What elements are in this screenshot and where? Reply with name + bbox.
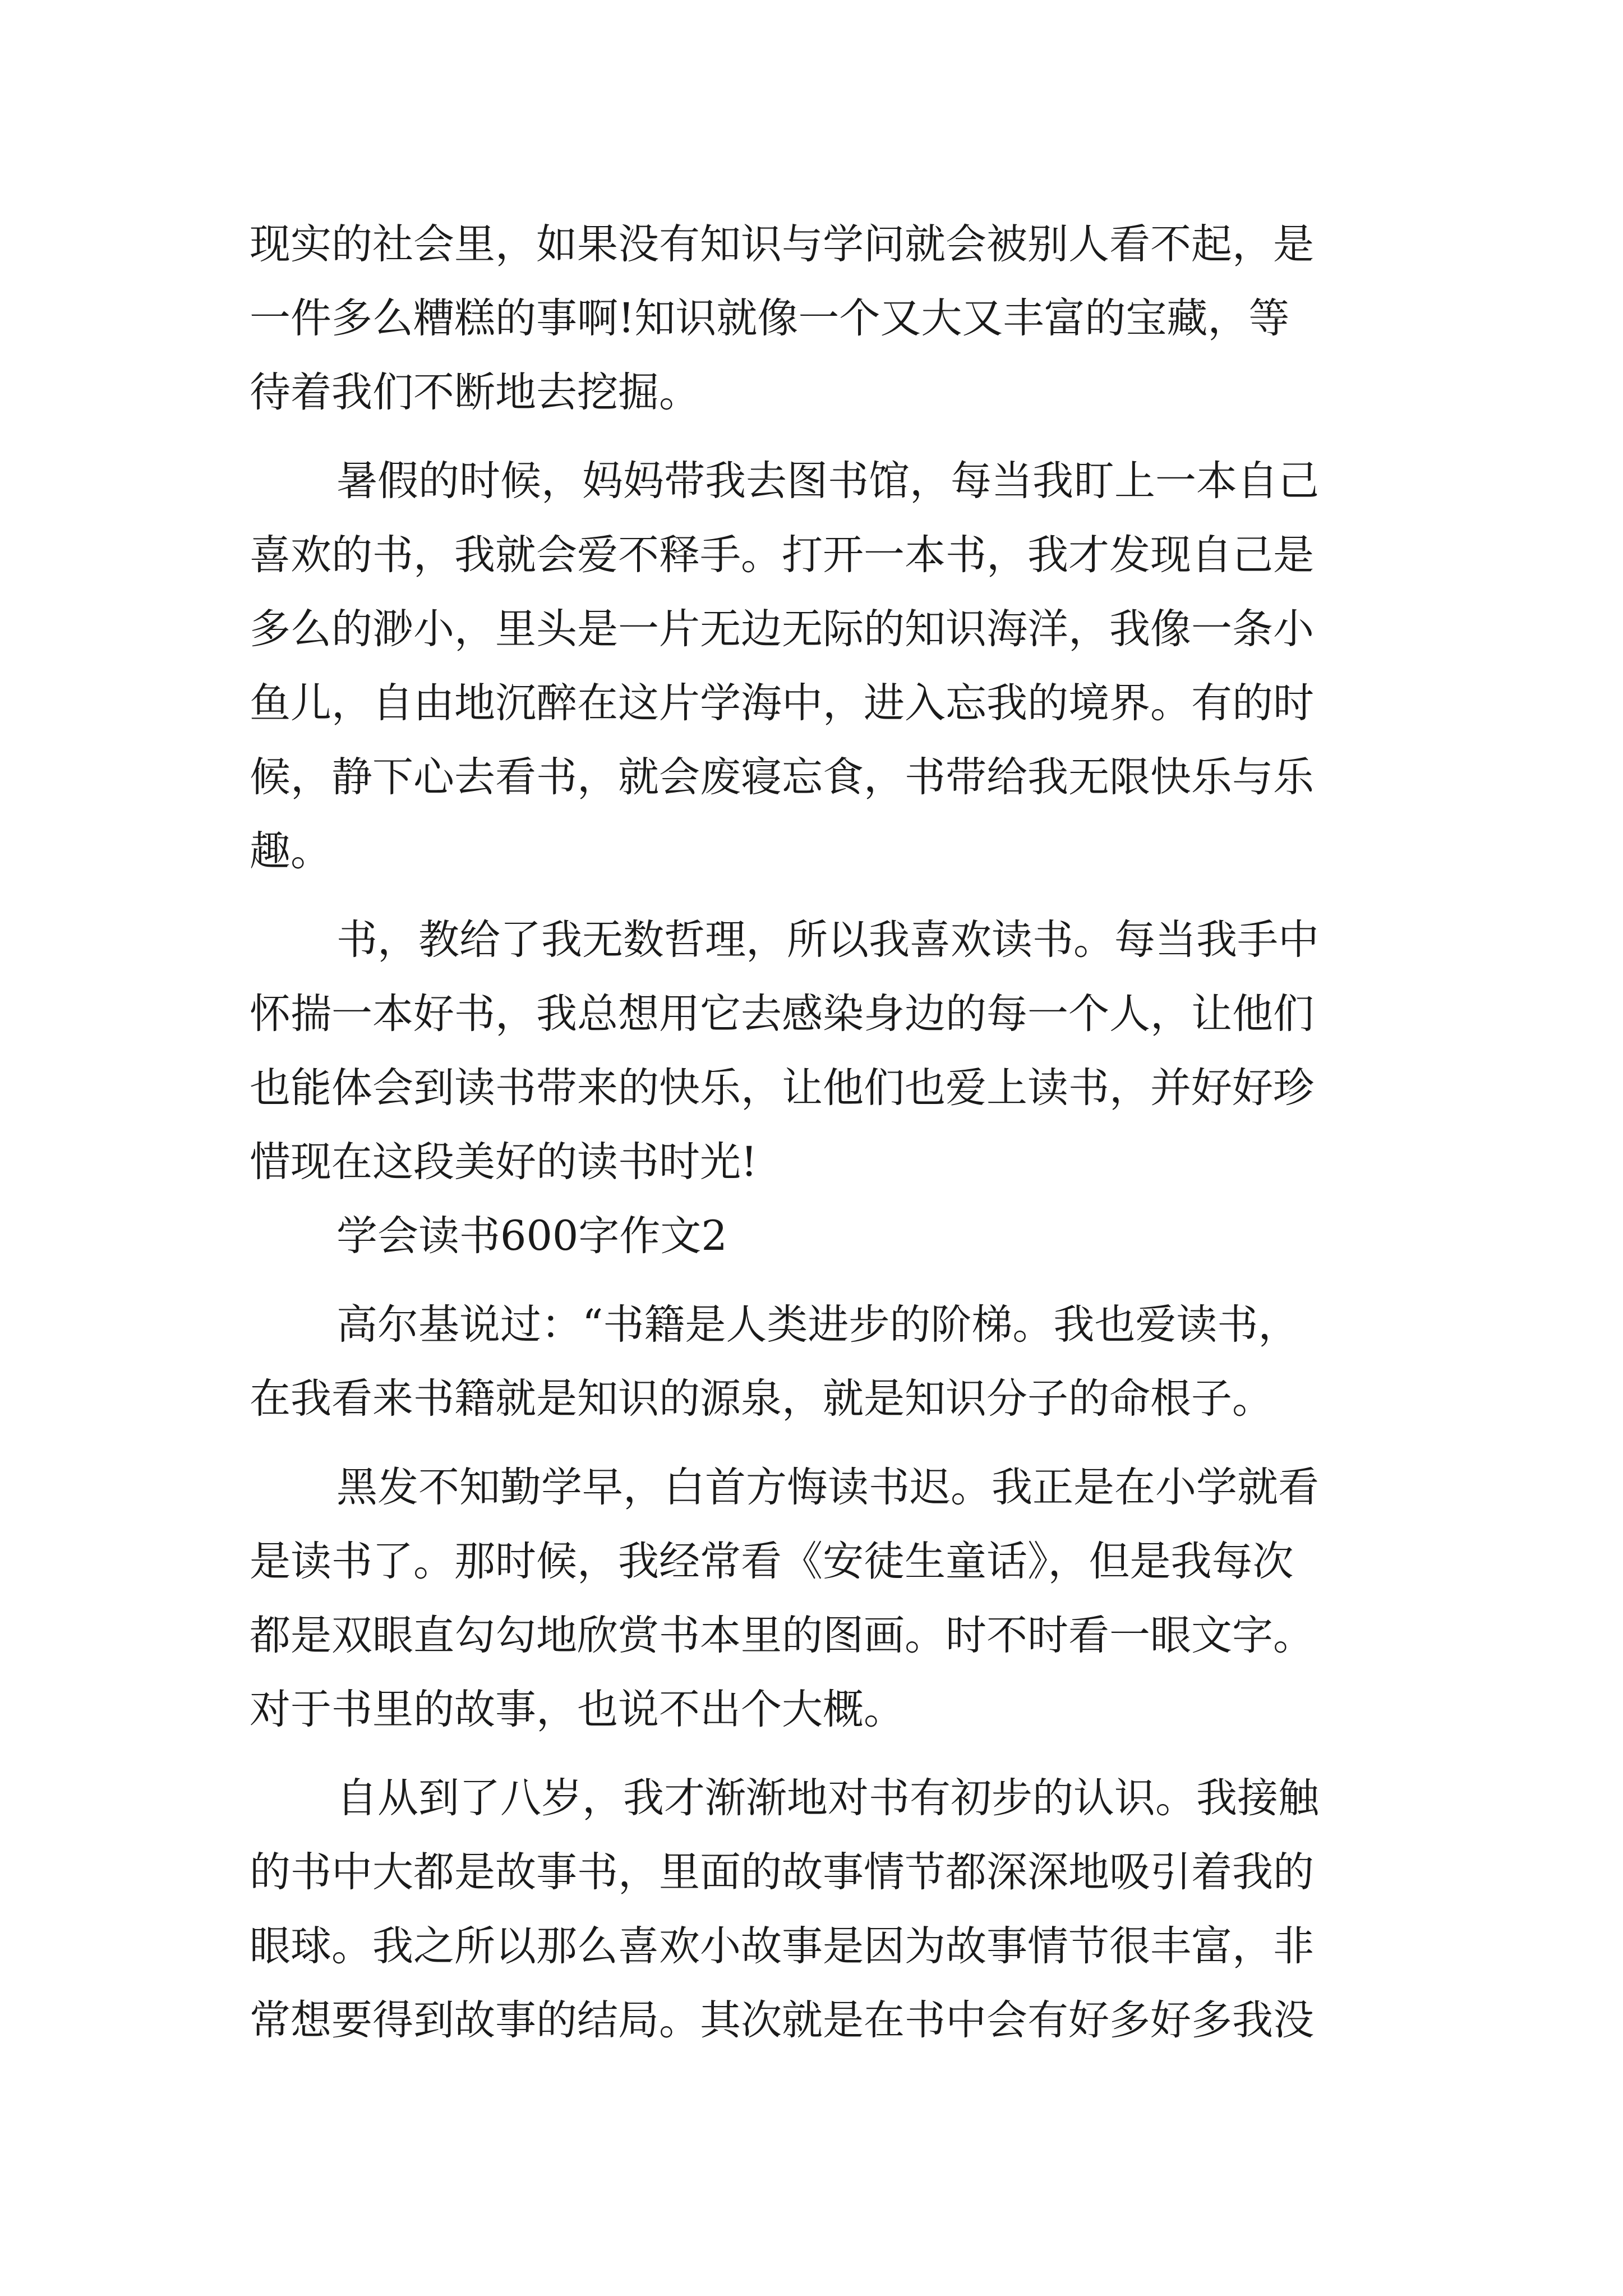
paragraph-start-line: 高尔基说过：“书籍是人类进步的阶梯。我也爱读书， xyxy=(336,1301,1299,1349)
document-page xyxy=(250,208,1377,2058)
text-line: 的书中大都是故事书，里面的故事情节都深深地吸引着我的 xyxy=(250,1848,1314,1896)
text-line: 候，静下心去看书，就会废寝忘食，书带给我无限快乐与乐 xyxy=(250,753,1314,801)
text-line: 对于书里的故事，也说不出个大概。 xyxy=(250,1686,905,1733)
text-line: 趣。 xyxy=(250,827,331,875)
paragraph-start-line: 自从到了八岁，我才渐渐地对书有初步的认识。我接触 xyxy=(336,1774,1319,1822)
text-line: 怀揣一本好书，我总想用它去感染身边的每一个人，让他们 xyxy=(250,990,1314,1038)
paragraph-start-line: 书，教给了我无数哲理，所以我喜欢读书。每当我手中 xyxy=(336,916,1319,964)
text-line: 待着我们不断地去挖掘。 xyxy=(250,369,700,416)
section-title: 学会读书600字作文2 xyxy=(336,1212,727,1260)
text-line: 都是双眼直勾勾地欣赏书本里的图画。时不时看一眼文字。 xyxy=(250,1612,1314,1659)
text-line: 常想要得到故事的结局。其次就是在书中会有好多好多我没 xyxy=(250,1996,1314,2044)
text-line: 鱼儿，自由地沉醉在这片学海中，进入忘我的境界。有的时 xyxy=(250,679,1314,727)
text-line: 是读书了。那时候，我经常看《安徒生童话》，但是我每次 xyxy=(250,1538,1294,1585)
text-line: 眼球。我之所以那么喜欢小故事是因为故事情节很丰富，非 xyxy=(250,1922,1314,1970)
text-line: 一件多么糟糕的事啊!知识就像一个又大又丰富的宝藏，等 xyxy=(250,295,1290,342)
paragraph-start-line: 暑假的时候，妈妈带我去图书馆，每当我盯上一本自己 xyxy=(336,457,1319,505)
text-line: 也能体会到读书带来的快乐，让他们也爱上读书，并好好珍 xyxy=(250,1064,1314,1112)
text-line: 现实的社会里，如果没有知识与学问就会被别人看不起，是 xyxy=(250,220,1314,268)
text-line: 在我看来书籍就是知识的源泉，就是知识分子的命根子。 xyxy=(250,1375,1273,1423)
text-line: 惜现在这段美好的读书时光! xyxy=(250,1138,758,1186)
text-line: 多么的渺小，里头是一片无边无际的知识海洋，我像一条小 xyxy=(250,605,1314,653)
text-line: 喜欢的书，我就会爱不释手。打开一本书，我才发现自己是 xyxy=(250,531,1314,579)
paragraph-start-line: 黑发不知勤学早，白首方悔读书迟。我正是在小学就看 xyxy=(336,1464,1319,1511)
